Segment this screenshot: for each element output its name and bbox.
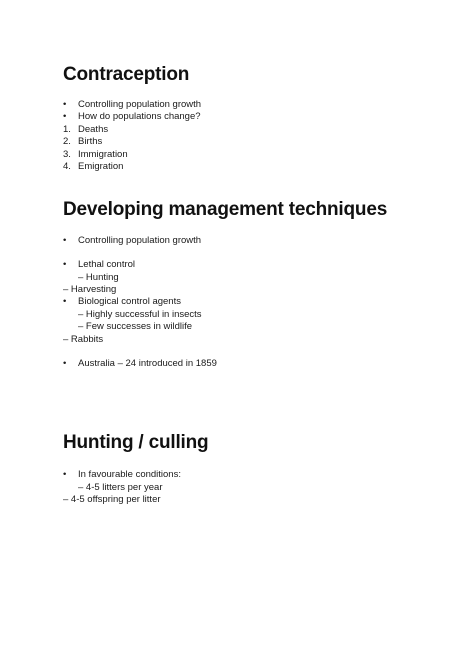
- number-marker: 1.: [63, 124, 71, 135]
- list-item: Births: [78, 136, 103, 147]
- bullet-marker: •: [63, 358, 67, 369]
- list-item: Lethal control: [78, 259, 136, 270]
- list-item: In favourable conditions:: [78, 469, 181, 480]
- list-item: How do populations change?: [78, 111, 201, 122]
- list-subitem: – 4-5 litters per year: [78, 482, 163, 493]
- list-item: Emigration: [78, 161, 124, 172]
- list-item: Australia – 24 introduced in 1859: [78, 358, 217, 369]
- list-subitem: – 4-5 offspring per litter: [63, 494, 161, 505]
- list-item: Biological control agents: [78, 296, 181, 307]
- list-subitem: – Hunting: [78, 272, 119, 283]
- section-heading-hunting-culling: Hunting / culling: [63, 432, 209, 453]
- list-item: Immigration: [78, 149, 128, 160]
- number-marker: 2.: [63, 136, 71, 147]
- list-item: Controlling population growth: [78, 99, 202, 110]
- bullet-marker: •: [63, 235, 67, 246]
- section-heading-contraception: Contraception: [63, 64, 190, 85]
- list-item: Controlling population growth: [78, 235, 202, 246]
- number-marker: 3.: [63, 149, 71, 160]
- list-subitem: – Rabbits: [63, 334, 104, 345]
- bullet-marker: •: [63, 259, 67, 270]
- list-subitem: – Highly successful in insects: [78, 309, 202, 320]
- list-subitem: – Harvesting: [63, 284, 117, 295]
- bullet-marker: •: [63, 99, 67, 110]
- list-item: Deaths: [78, 124, 109, 135]
- bullet-marker: •: [63, 296, 67, 307]
- section-heading-developing-management-techniques: Developing management techniques: [63, 199, 388, 220]
- bullet-marker: •: [63, 111, 67, 122]
- number-marker: 4.: [63, 161, 71, 172]
- list-subitem: – Few successes in wildlife: [78, 321, 193, 332]
- bullet-marker: •: [63, 469, 67, 480]
